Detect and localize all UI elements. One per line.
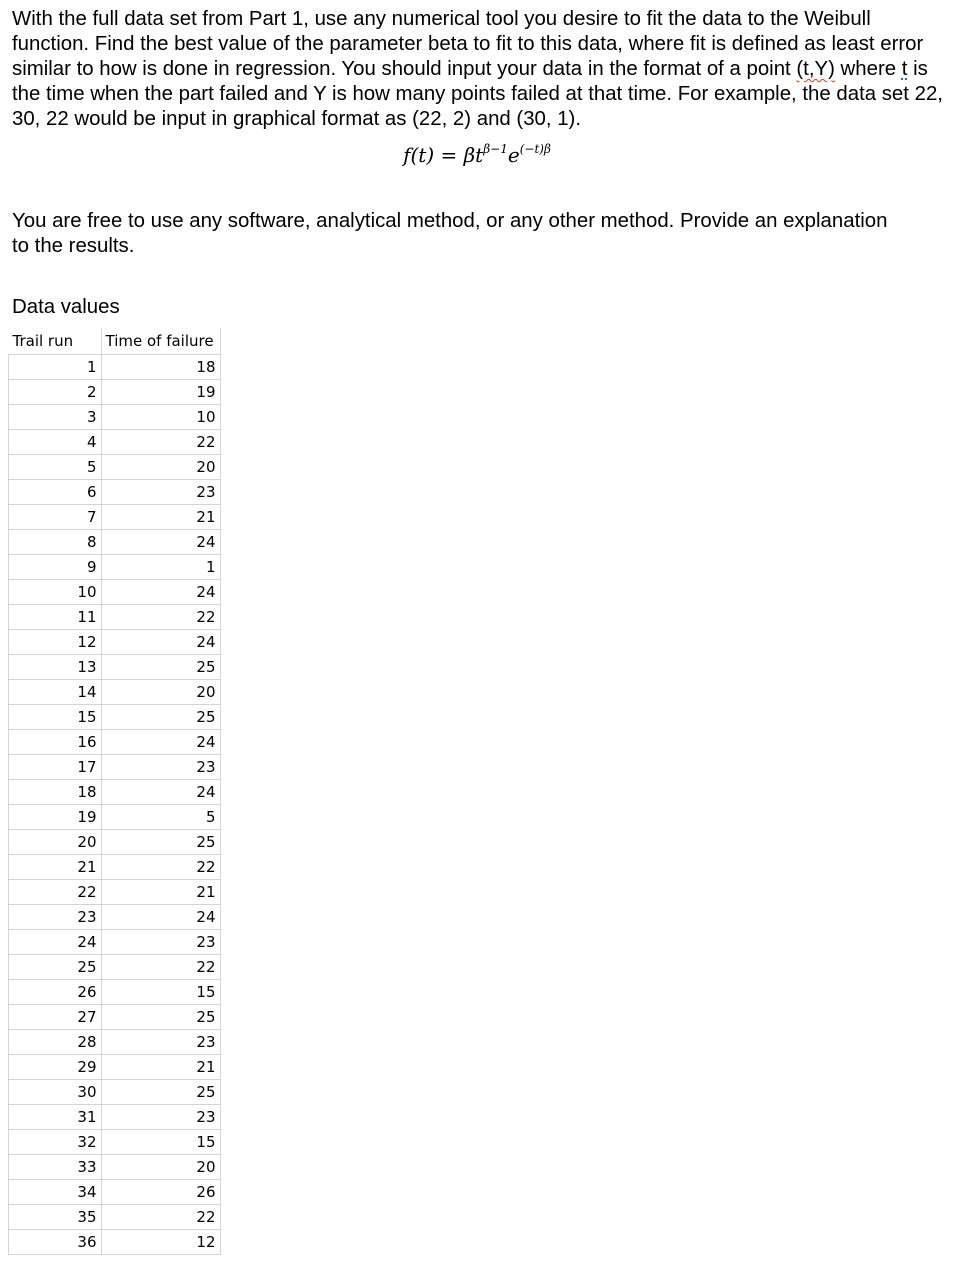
table-row <box>9 680 221 705</box>
time-of-failure-cell: 24 <box>101 630 220 655</box>
time-of-failure-cell: 25 <box>101 1005 220 1030</box>
table-row <box>9 455 221 480</box>
time-of-failure-cell: 15 <box>101 980 220 1005</box>
trail-run-cell: 15 <box>9 705 102 730</box>
table-row <box>9 980 221 1005</box>
table-row <box>9 1230 221 1255</box>
table-row <box>9 755 221 780</box>
time-of-failure-cell: 21 <box>101 505 220 530</box>
time-of-failure-cell: 21 <box>101 880 220 905</box>
table-row <box>9 730 221 755</box>
column-header-time-of-failure: Time of failure <box>101 328 220 355</box>
time-of-failure-cell: 25 <box>101 705 220 730</box>
trail-run-cell: 12 <box>9 630 102 655</box>
time-of-failure-cell: 23 <box>101 480 220 505</box>
time-of-failure-cell: 22 <box>101 955 220 980</box>
trail-run-cell: 2 <box>9 380 102 405</box>
table-row <box>9 480 221 505</box>
time-of-failure-cell: 25 <box>101 655 220 680</box>
trail-run-cell: 8 <box>9 530 102 555</box>
trail-run-cell: 32 <box>9 1130 102 1155</box>
time-of-failure-cell: 22 <box>101 855 220 880</box>
table-row <box>9 805 221 830</box>
time-of-failure-cell: 10 <box>101 405 220 430</box>
table-row <box>9 530 221 555</box>
table-row <box>9 655 221 680</box>
table-row <box>9 405 221 430</box>
table-row <box>9 830 221 855</box>
table-row <box>9 705 221 730</box>
time-of-failure-cell: 26 <box>101 1180 220 1205</box>
tY-notation: (t,Y) <box>796 58 835 80</box>
trail-run-cell: 13 <box>9 655 102 680</box>
trail-run-cell: 6 <box>9 480 102 505</box>
problem-statement: With the full data set from Part 1, use any numerical tool you desire to fit the data to the Weibull function. Find the best value of the parameter beta to fit to this data, where fit is defined as least error similar to how is done in regression. You should input your data in the format of a point (t,Y) where t is the time when the part failed and Y is how many points failed at that time. For example, the data set 22, 30, 22 would be input in graphical format as (22, 2) and (30, 1). <box>12 8 943 130</box>
time-of-failure-cell: 19 <box>101 380 220 405</box>
table-row <box>9 605 221 630</box>
time-of-failure-cell: 23 <box>101 1105 220 1130</box>
trail-run-cell: 35 <box>9 1205 102 1230</box>
t-variable: t <box>901 58 908 80</box>
time-of-failure-cell: 22 <box>101 605 220 630</box>
table-row <box>9 955 221 980</box>
trail-run-cell: 4 <box>9 430 102 455</box>
trail-run-cell: 9 <box>9 555 102 580</box>
trail-run-cell: 26 <box>9 980 102 1005</box>
trail-run-cell: 14 <box>9 680 102 705</box>
table-row <box>9 355 221 380</box>
time-of-failure-cell: 24 <box>101 580 220 605</box>
time-of-failure-cell: 20 <box>101 1155 220 1180</box>
table-row <box>9 905 221 930</box>
trail-run-cell: 18 <box>9 780 102 805</box>
time-of-failure-cell: 23 <box>101 1030 220 1055</box>
trail-run-cell: 28 <box>9 1030 102 1055</box>
time-of-failure-cell: 18 <box>101 355 220 380</box>
instructions-text: You are free to use any software, analytical method, or any other method. Provide an explanation to the results. <box>12 210 888 257</box>
trail-run-cell: 1 <box>9 355 102 380</box>
table-row <box>9 1005 221 1030</box>
time-of-failure-cell: 21 <box>101 1055 220 1080</box>
trail-run-cell: 19 <box>9 805 102 830</box>
trail-run-cell: 30 <box>9 1080 102 1105</box>
table-row <box>9 505 221 530</box>
trail-run-cell: 24 <box>9 930 102 955</box>
time-of-failure-cell: 23 <box>101 930 220 955</box>
table-row <box>9 380 221 405</box>
time-of-failure-cell: 24 <box>101 780 220 805</box>
trail-run-cell: 11 <box>9 605 102 630</box>
table-row <box>9 1130 221 1155</box>
time-of-failure-cell: 22 <box>101 1205 220 1230</box>
trail-run-cell: 20 <box>9 830 102 855</box>
trail-run-cell: 3 <box>9 405 102 430</box>
table-row <box>9 1080 221 1105</box>
table-row <box>9 1180 221 1205</box>
table-row <box>9 1205 221 1230</box>
time-of-failure-cell: 25 <box>101 830 220 855</box>
trail-run-cell: 5 <box>9 455 102 480</box>
table-row <box>9 630 221 655</box>
trail-run-cell: 34 <box>9 1180 102 1205</box>
data-values-heading: Data values <box>12 296 120 318</box>
table-header-row <box>9 328 221 355</box>
weibull-formula: $f(t) = \beta t^{\beta-1}e^{(-t)\beta}$ <box>403 142 551 167</box>
failure-data-table <box>8 328 221 1255</box>
table-row <box>9 1030 221 1055</box>
trail-run-cell: 21 <box>9 855 102 880</box>
time-of-failure-cell: 23 <box>101 755 220 780</box>
table-row <box>9 855 221 880</box>
trail-run-cell: 22 <box>9 880 102 905</box>
time-of-failure-cell: 22 <box>101 430 220 455</box>
table-row <box>9 430 221 455</box>
table-row <box>9 580 221 605</box>
table-row <box>9 1155 221 1180</box>
table-row <box>9 1105 221 1130</box>
table-row <box>9 555 221 580</box>
time-of-failure-cell: 1 <box>101 555 220 580</box>
trail-run-cell: 36 <box>9 1230 102 1255</box>
trail-run-cell: 23 <box>9 905 102 930</box>
time-of-failure-cell: 12 <box>101 1230 220 1255</box>
table-row <box>9 930 221 955</box>
time-of-failure-cell: 20 <box>101 455 220 480</box>
time-of-failure-cell: 5 <box>101 805 220 830</box>
time-of-failure-cell: 15 <box>101 1130 220 1155</box>
table-row <box>9 780 221 805</box>
trail-run-cell: 7 <box>9 505 102 530</box>
time-of-failure-cell: 25 <box>101 1080 220 1105</box>
time-of-failure-cell: 24 <box>101 905 220 930</box>
trail-run-cell: 31 <box>9 1105 102 1130</box>
trail-run-cell: 10 <box>9 580 102 605</box>
trail-run-cell: 27 <box>9 1005 102 1030</box>
table-row <box>9 1055 221 1080</box>
time-of-failure-cell: 24 <box>101 530 220 555</box>
trail-run-cell: 33 <box>9 1155 102 1180</box>
time-of-failure-cell: 24 <box>101 730 220 755</box>
trail-run-cell: 29 <box>9 1055 102 1080</box>
trail-run-cell: 25 <box>9 955 102 980</box>
table-row <box>9 880 221 905</box>
trail-run-cell: 16 <box>9 730 102 755</box>
column-header-trail-run: Trail run <box>9 328 102 355</box>
time-of-failure-cell: 20 <box>101 680 220 705</box>
trail-run-cell: 17 <box>9 755 102 780</box>
